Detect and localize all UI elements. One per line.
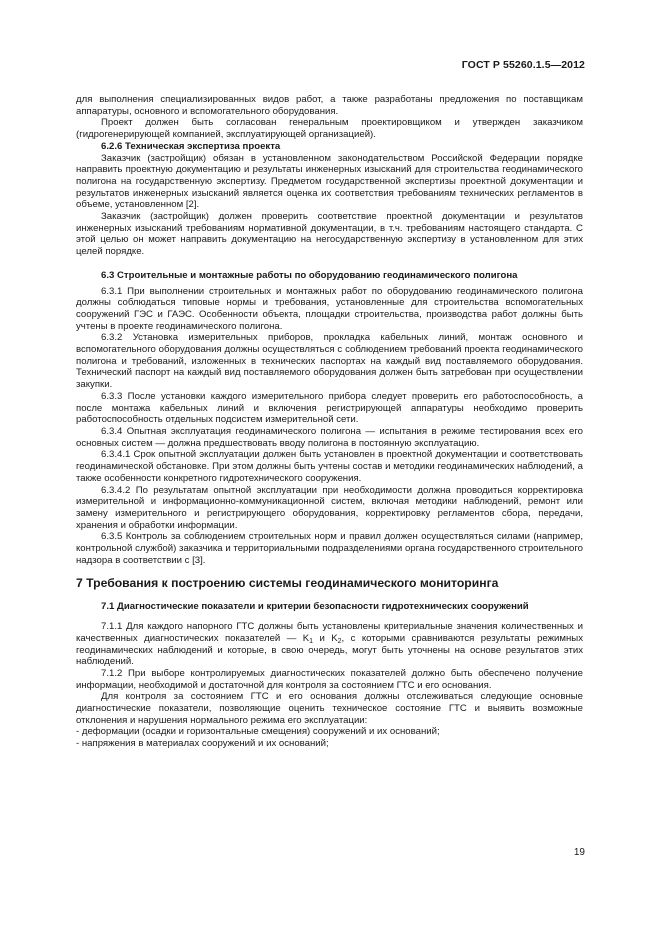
section-heading: 7.1 Диагностические показатели и критерии безопасности гидротехнических сооружений <box>101 601 529 613</box>
paragraph: Заказчик (застройщик) должен проверить соответствие проектной документации и результатов инженерных изысканий требованиям нормативной документации, в т.ч. требованиям настоящего стандарта. С этой целью он может направить документацию на негосударственную экспертизу в установленном для этих целей порядке. <box>76 211 583 258</box>
section-heading: 6.3 Строительные и монтажные работы по оборудованию геодинамического полигона <box>101 269 518 281</box>
paragraph: 6.3.3 После установки каждого измерительного прибора следует проверить его работоспособность, а после монтажа кабельных линий и включения регистрирующей аппаратуры необходимо проверить работоспособность отдельных подсистем измерительной сети. <box>76 390 583 426</box>
paragraph: 6.3.4.2 По результатам опытной эксплуатации при необходимости должна проводиться корректировка измерительной и информационно-коммуникационной систем, включая методики наблюдений, ремонт или замену измерительного и регистрирующего оборудования, корректировку регламентов сбора, передачи, хранения и обработки информации. <box>76 484 583 531</box>
list-item: - деформации (осадки и горизонтальные смещения) сооружений и их оснований; <box>76 726 440 738</box>
paragraph: 6.3.1 При выполнении строительных и монтажных работ по оборудованию геодинамического полигона должны соблюдаться типовые нормы и требования, установленные для строительства вспомогательных сооружений ГЭС и ГАЭС. Особенности объекта, площадки строительства, производства работ должны быть учтены в проекте геодинамического полигона. <box>76 285 583 332</box>
text-run: , с которыми сравниваются результаты режимных геодинамических наблюдений и которые, в свою очередь, могут быть уточнены на основе результатов этих наблюдений. <box>76 632 583 668</box>
page-number: 19 <box>573 847 585 858</box>
paragraph: 6.3.5 Контроль за соблюдением строительных норм и правил должен осуществляться силами (например, контрольной службой) заказчика и территориальными подразделениями органа государственного строительного надзора в соответствии с [3]. <box>76 531 583 566</box>
text-run: и K <box>313 632 338 644</box>
paragraph: Заказчик (застройщик) обязан в установленном законодательством Российской Федерации порядке направить проектную документацию и результаты инженерных изысканий для строительства геодинамического полигона на государственную экспертизу. Предметом государственной экспертизы проектной документации и результатов инженерных изысканий является оценка их соответствия требованиям технических регламентов в объеме, установленном [2]. <box>76 152 583 211</box>
list-item: - напряжения в материалах сооружений и их оснований; <box>76 738 329 750</box>
document-number-header: ГОСТ Р 55260.1.5—2012 <box>461 59 585 71</box>
paragraph: для выполнения специализированных видов работ, а также разработаны предложения по поставщикам аппаратуры, основного и вспомогательного оборудования. <box>76 94 583 117</box>
paragraph: 7.1.2 При выборе контролируемых диагностических показателей должно быть обеспечено получение информации, необходимой и достаточной для контроля за состоянием ГТС и его основания. <box>76 667 583 691</box>
section-heading: 6.2.6 Техническая экспертиза проекта <box>101 140 281 152</box>
paragraph <box>76 621 583 668</box>
paragraph: 6.3.4 Опытная эксплуатация геодинамического полигона — испытания в режиме тестирования всех его основных систем — должна предшествовать вводу полигона в постоянную эксплуатацию. <box>76 425 583 449</box>
paragraph: Для контроля за состоянием ГТС и его основания должны отслеживаться следующие основные диагностические показатели, позволяющие оценить техническое состояние ГТС и выявить возможные отклонения и нарушения нормального режима его эксплуатации: <box>76 691 583 726</box>
paragraph: 6.3.4.1 Срок опытной эксплуатации должен быть установлен в проектной документации и соответствовать геодинамической обстановке. При этом должны быть учтены состав и методики геодинамических наблюдений, а также особенности конкретного гидротехнического сооружения. <box>76 449 583 484</box>
document-body <box>76 94 583 750</box>
subscript: 2 <box>337 637 342 645</box>
subscript: 1 <box>309 637 314 645</box>
chapter-heading: 7 Требования к построению системы геодинамического мониторинга <box>76 576 499 591</box>
paragraph: 6.3.2 Установка измерительных приборов, прокладка кабельных линий, монтаж основного и вспомогательного оборудования должны осуществляться с соблюдением требований проекта геодинамического полигона и требований, изложенных в технических паспортах на каждый вид поставляемого оборудования. Технический паспорт на каждый вид поставляемого оборудования должен быть затребован при осуществлении закупки. <box>76 332 583 391</box>
paragraph: Проект должен быть согласован генеральным проектировщиком и утвержден заказчиком (гидрогенерирующей компанией, эксплуатирующей организацией). <box>76 117 583 141</box>
text-run: 7.1.1 Для каждого напорного ГТС должны быть установлены критериальные значения количественных и качественных диагностических показателей — K <box>76 621 583 644</box>
